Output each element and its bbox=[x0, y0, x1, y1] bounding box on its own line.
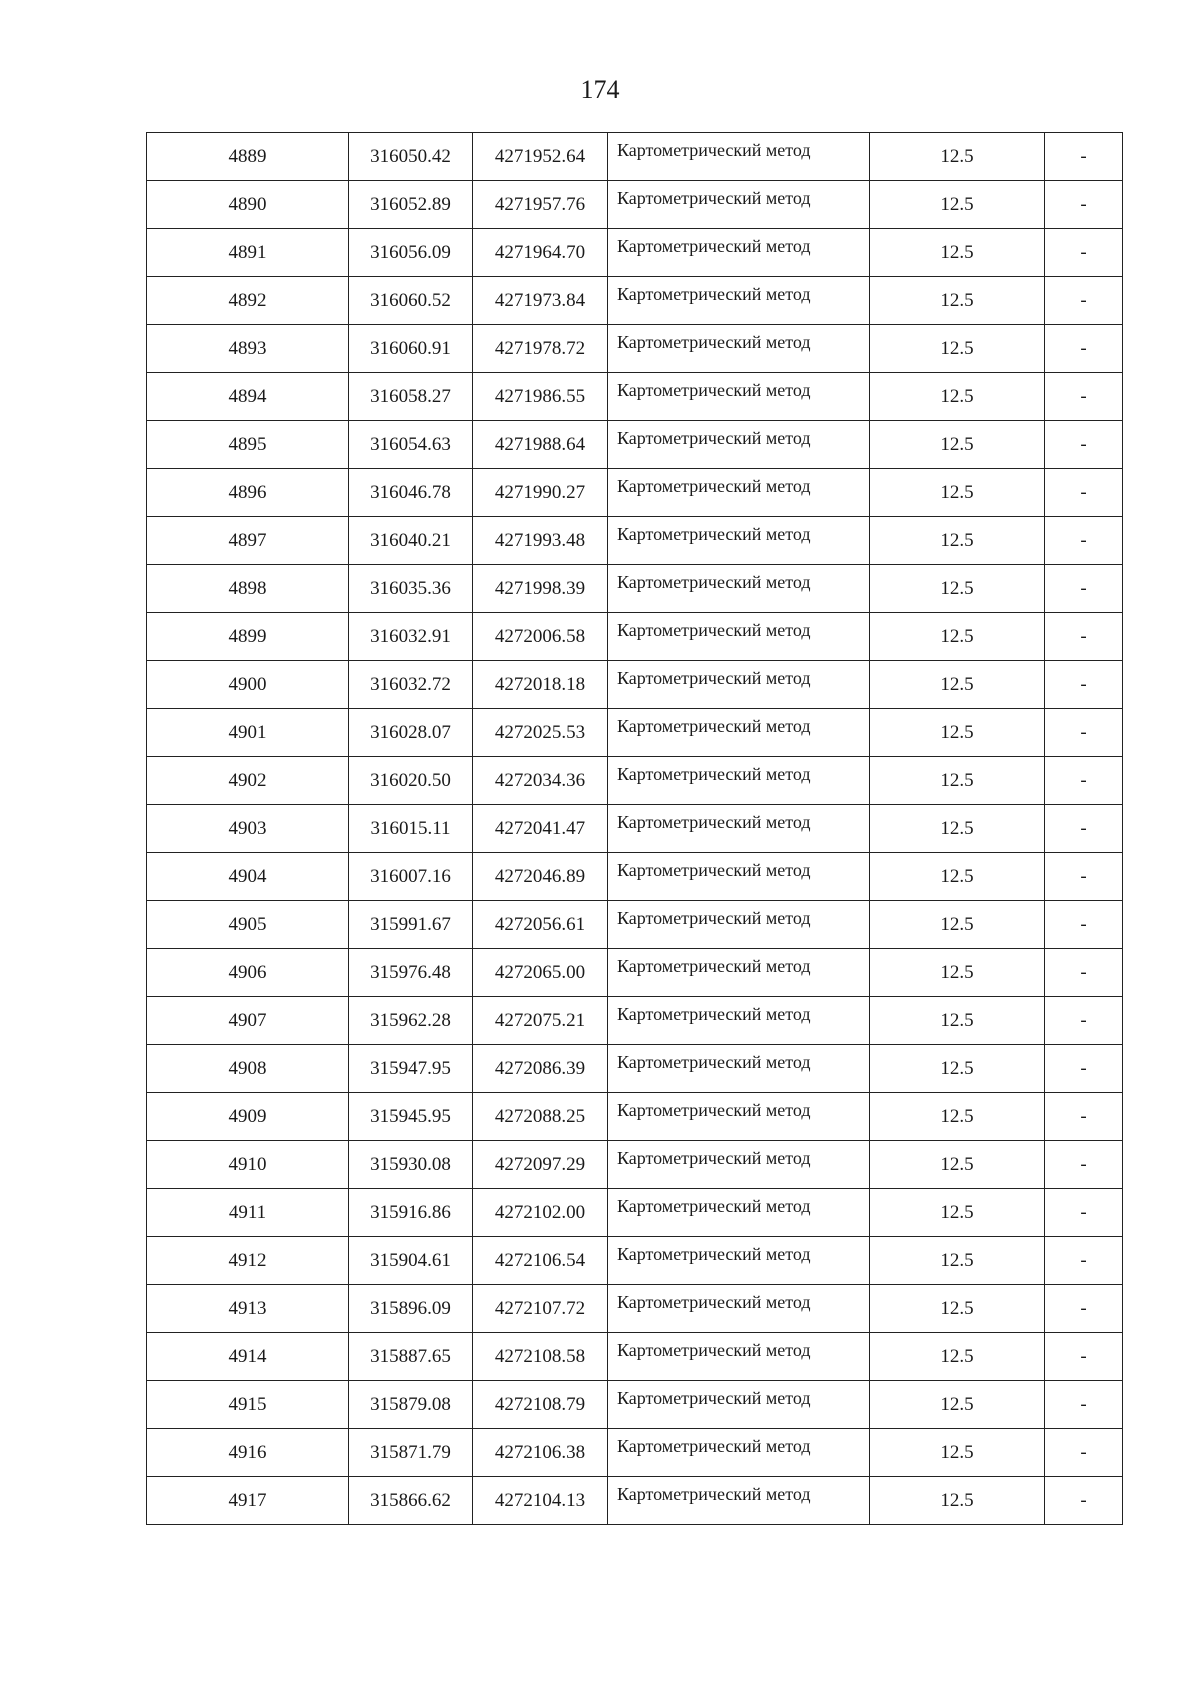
point-number-cell: 4894 bbox=[147, 373, 349, 421]
accuracy-cell: 12.5 bbox=[870, 805, 1045, 853]
x-coordinate-cell: 316050.42 bbox=[349, 133, 473, 181]
note-cell: - bbox=[1045, 853, 1123, 901]
table-row bbox=[147, 373, 1123, 421]
y-coordinate-cell: 4272046.89 bbox=[473, 853, 608, 901]
table-row bbox=[147, 661, 1123, 709]
table-row bbox=[147, 181, 1123, 229]
method-cell: Картометрический метод bbox=[608, 229, 870, 277]
table-row bbox=[147, 565, 1123, 613]
note-cell: - bbox=[1045, 133, 1123, 181]
point-number-cell: 4900 bbox=[147, 661, 349, 709]
table-row bbox=[147, 853, 1123, 901]
y-coordinate-cell: 4272018.18 bbox=[473, 661, 608, 709]
y-coordinate-cell: 4272106.38 bbox=[473, 1429, 608, 1477]
accuracy-cell: 12.5 bbox=[870, 1381, 1045, 1429]
x-coordinate-cell: 316035.36 bbox=[349, 565, 473, 613]
y-coordinate-cell: 4271973.84 bbox=[473, 277, 608, 325]
x-coordinate-cell: 315930.08 bbox=[349, 1141, 473, 1189]
x-coordinate-cell: 316040.21 bbox=[349, 517, 473, 565]
coordinates-table bbox=[146, 132, 1123, 1525]
coordinates-table-body bbox=[147, 133, 1123, 1525]
note-cell: - bbox=[1045, 229, 1123, 277]
table-row bbox=[147, 805, 1123, 853]
note-cell: - bbox=[1045, 1333, 1123, 1381]
accuracy-cell: 12.5 bbox=[870, 1189, 1045, 1237]
y-coordinate-cell: 4271990.27 bbox=[473, 469, 608, 517]
method-cell: Картометрический метод bbox=[608, 949, 870, 997]
point-number-cell: 4909 bbox=[147, 1093, 349, 1141]
y-coordinate-cell: 4271978.72 bbox=[473, 325, 608, 373]
note-cell: - bbox=[1045, 661, 1123, 709]
note-cell: - bbox=[1045, 1093, 1123, 1141]
table-row bbox=[147, 709, 1123, 757]
method-cell: Картометрический метод bbox=[608, 853, 870, 901]
accuracy-cell: 12.5 bbox=[870, 277, 1045, 325]
x-coordinate-cell: 316060.52 bbox=[349, 277, 473, 325]
page-number: 174 bbox=[580, 75, 620, 104]
x-coordinate-cell: 315962.28 bbox=[349, 997, 473, 1045]
point-number-cell: 4916 bbox=[147, 1429, 349, 1477]
y-coordinate-cell: 4272075.21 bbox=[473, 997, 608, 1045]
method-cell: Картометрический метод bbox=[608, 757, 870, 805]
note-cell: - bbox=[1045, 1429, 1123, 1477]
note-cell: - bbox=[1045, 757, 1123, 805]
y-coordinate-cell: 4272106.54 bbox=[473, 1237, 608, 1285]
x-coordinate-cell: 316020.50 bbox=[349, 757, 473, 805]
accuracy-cell: 12.5 bbox=[870, 229, 1045, 277]
accuracy-cell: 12.5 bbox=[870, 133, 1045, 181]
accuracy-cell: 12.5 bbox=[870, 757, 1045, 805]
y-coordinate-cell: 4272108.79 bbox=[473, 1381, 608, 1429]
y-coordinate-cell: 4272006.58 bbox=[473, 613, 608, 661]
x-coordinate-cell: 315879.08 bbox=[349, 1381, 473, 1429]
note-cell: - bbox=[1045, 1141, 1123, 1189]
note-cell: - bbox=[1045, 805, 1123, 853]
y-coordinate-cell: 4271988.64 bbox=[473, 421, 608, 469]
x-coordinate-cell: 316028.07 bbox=[349, 709, 473, 757]
accuracy-cell: 12.5 bbox=[870, 421, 1045, 469]
x-coordinate-cell: 315866.62 bbox=[349, 1477, 473, 1525]
accuracy-cell: 12.5 bbox=[870, 181, 1045, 229]
accuracy-cell: 12.5 bbox=[870, 1285, 1045, 1333]
note-cell: - bbox=[1045, 901, 1123, 949]
note-cell: - bbox=[1045, 565, 1123, 613]
method-cell: Картометрический метод bbox=[608, 1189, 870, 1237]
method-cell: Картометрический метод bbox=[608, 661, 870, 709]
x-coordinate-cell: 316060.91 bbox=[349, 325, 473, 373]
x-coordinate-cell: 316054.63 bbox=[349, 421, 473, 469]
y-coordinate-cell: 4271952.64 bbox=[473, 133, 608, 181]
point-number-cell: 4891 bbox=[147, 229, 349, 277]
point-number-cell: 4905 bbox=[147, 901, 349, 949]
table-row bbox=[147, 325, 1123, 373]
y-coordinate-cell: 4272056.61 bbox=[473, 901, 608, 949]
table-row bbox=[147, 997, 1123, 1045]
y-coordinate-cell: 4271986.55 bbox=[473, 373, 608, 421]
method-cell: Картометрический метод bbox=[608, 325, 870, 373]
method-cell: Картометрический метод bbox=[608, 1381, 870, 1429]
note-cell: - bbox=[1045, 1477, 1123, 1525]
y-coordinate-cell: 4272108.58 bbox=[473, 1333, 608, 1381]
point-number-cell: 4892 bbox=[147, 277, 349, 325]
point-number-cell: 4890 bbox=[147, 181, 349, 229]
table-row bbox=[147, 421, 1123, 469]
accuracy-cell: 12.5 bbox=[870, 949, 1045, 997]
point-number-cell: 4889 bbox=[147, 133, 349, 181]
method-cell: Картометрический метод bbox=[608, 373, 870, 421]
point-number-cell: 4913 bbox=[147, 1285, 349, 1333]
accuracy-cell: 12.5 bbox=[870, 709, 1045, 757]
accuracy-cell: 12.5 bbox=[870, 1429, 1045, 1477]
y-coordinate-cell: 4271957.76 bbox=[473, 181, 608, 229]
table-row bbox=[147, 1285, 1123, 1333]
accuracy-cell: 12.5 bbox=[870, 853, 1045, 901]
point-number-cell: 4903 bbox=[147, 805, 349, 853]
accuracy-cell: 12.5 bbox=[870, 613, 1045, 661]
note-cell: - bbox=[1045, 709, 1123, 757]
method-cell: Картометрический метод bbox=[608, 1477, 870, 1525]
y-coordinate-cell: 4272088.25 bbox=[473, 1093, 608, 1141]
x-coordinate-cell: 315896.09 bbox=[349, 1285, 473, 1333]
table-row bbox=[147, 1477, 1123, 1525]
y-coordinate-cell: 4271964.70 bbox=[473, 229, 608, 277]
method-cell: Картометрический метод bbox=[608, 421, 870, 469]
accuracy-cell: 12.5 bbox=[870, 1093, 1045, 1141]
x-coordinate-cell: 316032.72 bbox=[349, 661, 473, 709]
method-cell: Картометрический метод bbox=[608, 613, 870, 661]
x-coordinate-cell: 315945.95 bbox=[349, 1093, 473, 1141]
accuracy-cell: 12.5 bbox=[870, 1141, 1045, 1189]
point-number-cell: 4904 bbox=[147, 853, 349, 901]
method-cell: Картометрический метод bbox=[608, 997, 870, 1045]
note-cell: - bbox=[1045, 1381, 1123, 1429]
accuracy-cell: 12.5 bbox=[870, 1333, 1045, 1381]
table-row bbox=[147, 1141, 1123, 1189]
point-number-cell: 4906 bbox=[147, 949, 349, 997]
table-row bbox=[147, 517, 1123, 565]
note-cell: - bbox=[1045, 469, 1123, 517]
note-cell: - bbox=[1045, 325, 1123, 373]
y-coordinate-cell: 4272041.47 bbox=[473, 805, 608, 853]
point-number-cell: 4914 bbox=[147, 1333, 349, 1381]
table-row bbox=[147, 949, 1123, 997]
point-number-cell: 4908 bbox=[147, 1045, 349, 1093]
table-row bbox=[147, 1237, 1123, 1285]
table-row bbox=[147, 1429, 1123, 1477]
method-cell: Картометрический метод bbox=[608, 1333, 870, 1381]
y-coordinate-cell: 4272025.53 bbox=[473, 709, 608, 757]
method-cell: Картометрический метод bbox=[608, 805, 870, 853]
x-coordinate-cell: 315947.95 bbox=[349, 1045, 473, 1093]
x-coordinate-cell: 316046.78 bbox=[349, 469, 473, 517]
y-coordinate-cell: 4272065.00 bbox=[473, 949, 608, 997]
accuracy-cell: 12.5 bbox=[870, 1477, 1045, 1525]
accuracy-cell: 12.5 bbox=[870, 517, 1045, 565]
x-coordinate-cell: 315991.67 bbox=[349, 901, 473, 949]
y-coordinate-cell: 4272086.39 bbox=[473, 1045, 608, 1093]
accuracy-cell: 12.5 bbox=[870, 1237, 1045, 1285]
table-row bbox=[147, 1093, 1123, 1141]
method-cell: Картометрический метод bbox=[608, 709, 870, 757]
point-number-cell: 4907 bbox=[147, 997, 349, 1045]
note-cell: - bbox=[1045, 277, 1123, 325]
note-cell: - bbox=[1045, 613, 1123, 661]
x-coordinate-cell: 315976.48 bbox=[349, 949, 473, 997]
table-row bbox=[147, 1189, 1123, 1237]
x-coordinate-cell: 316058.27 bbox=[349, 373, 473, 421]
x-coordinate-cell: 316015.11 bbox=[349, 805, 473, 853]
point-number-cell: 4897 bbox=[147, 517, 349, 565]
table-row bbox=[147, 613, 1123, 661]
x-coordinate-cell: 316052.89 bbox=[349, 181, 473, 229]
table-row bbox=[147, 1333, 1123, 1381]
note-cell: - bbox=[1045, 517, 1123, 565]
accuracy-cell: 12.5 bbox=[870, 661, 1045, 709]
x-coordinate-cell: 316056.09 bbox=[349, 229, 473, 277]
x-coordinate-cell: 316032.91 bbox=[349, 613, 473, 661]
method-cell: Картометрический метод bbox=[608, 1045, 870, 1093]
point-number-cell: 4912 bbox=[147, 1237, 349, 1285]
x-coordinate-cell: 315904.61 bbox=[349, 1237, 473, 1285]
x-coordinate-cell: 315871.79 bbox=[349, 1429, 473, 1477]
table-row bbox=[147, 1381, 1123, 1429]
method-cell: Картометрический метод bbox=[608, 1285, 870, 1333]
table-row bbox=[147, 901, 1123, 949]
point-number-cell: 4893 bbox=[147, 325, 349, 373]
x-coordinate-cell: 315916.86 bbox=[349, 1189, 473, 1237]
point-number-cell: 4898 bbox=[147, 565, 349, 613]
method-cell: Картометрический метод bbox=[608, 517, 870, 565]
accuracy-cell: 12.5 bbox=[870, 901, 1045, 949]
method-cell: Картометрический метод bbox=[608, 277, 870, 325]
method-cell: Картометрический метод bbox=[608, 133, 870, 181]
point-number-cell: 4896 bbox=[147, 469, 349, 517]
accuracy-cell: 12.5 bbox=[870, 469, 1045, 517]
accuracy-cell: 12.5 bbox=[870, 1045, 1045, 1093]
note-cell: - bbox=[1045, 421, 1123, 469]
table-row bbox=[147, 757, 1123, 805]
note-cell: - bbox=[1045, 1285, 1123, 1333]
accuracy-cell: 12.5 bbox=[870, 565, 1045, 613]
note-cell: - bbox=[1045, 1237, 1123, 1285]
method-cell: Картометрический метод bbox=[608, 469, 870, 517]
note-cell: - bbox=[1045, 181, 1123, 229]
note-cell: - bbox=[1045, 949, 1123, 997]
y-coordinate-cell: 4272102.00 bbox=[473, 1189, 608, 1237]
method-cell: Картометрический метод bbox=[608, 181, 870, 229]
accuracy-cell: 12.5 bbox=[870, 325, 1045, 373]
method-cell: Картометрический метод bbox=[608, 1429, 870, 1477]
point-number-cell: 4899 bbox=[147, 613, 349, 661]
point-number-cell: 4902 bbox=[147, 757, 349, 805]
y-coordinate-cell: 4272034.36 bbox=[473, 757, 608, 805]
accuracy-cell: 12.5 bbox=[870, 997, 1045, 1045]
y-coordinate-cell: 4272107.72 bbox=[473, 1285, 608, 1333]
point-number-cell: 4910 bbox=[147, 1141, 349, 1189]
point-number-cell: 4901 bbox=[147, 709, 349, 757]
y-coordinate-cell: 4272104.13 bbox=[473, 1477, 608, 1525]
table-row bbox=[147, 1045, 1123, 1093]
method-cell: Картометрический метод bbox=[608, 1093, 870, 1141]
table-row bbox=[147, 277, 1123, 325]
method-cell: Картометрический метод bbox=[608, 901, 870, 949]
x-coordinate-cell: 316007.16 bbox=[349, 853, 473, 901]
note-cell: - bbox=[1045, 1189, 1123, 1237]
y-coordinate-cell: 4271993.48 bbox=[473, 517, 608, 565]
note-cell: - bbox=[1045, 1045, 1123, 1093]
point-number-cell: 4895 bbox=[147, 421, 349, 469]
y-coordinate-cell: 4272097.29 bbox=[473, 1141, 608, 1189]
point-number-cell: 4915 bbox=[147, 1381, 349, 1429]
point-number-cell: 4911 bbox=[147, 1189, 349, 1237]
y-coordinate-cell: 4271998.39 bbox=[473, 565, 608, 613]
accuracy-cell: 12.5 bbox=[870, 373, 1045, 421]
x-coordinate-cell: 315887.65 bbox=[349, 1333, 473, 1381]
table-row bbox=[147, 469, 1123, 517]
method-cell: Картометрический метод bbox=[608, 565, 870, 613]
point-number-cell: 4917 bbox=[147, 1477, 349, 1525]
table-row bbox=[147, 133, 1123, 181]
note-cell: - bbox=[1045, 373, 1123, 421]
method-cell: Картометрический метод bbox=[608, 1237, 870, 1285]
method-cell: Картометрический метод bbox=[608, 1141, 870, 1189]
table-row bbox=[147, 229, 1123, 277]
note-cell: - bbox=[1045, 997, 1123, 1045]
